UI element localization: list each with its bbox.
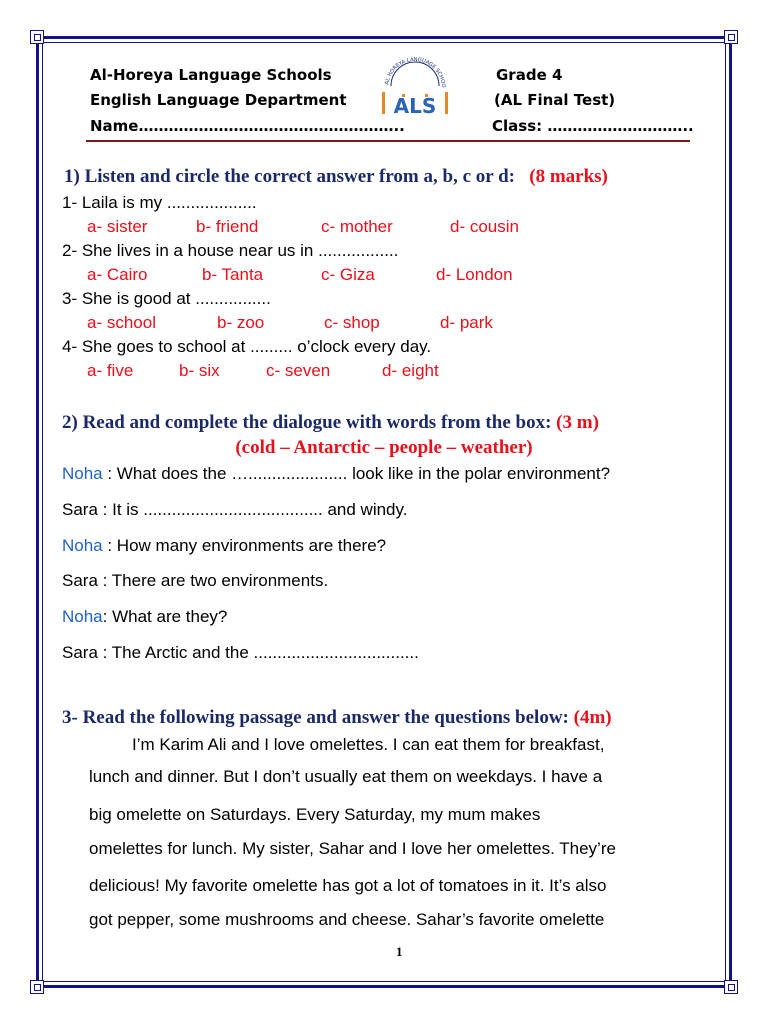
logo-arc-text: AL HOREYA LANGUAGE SCHOO bbox=[384, 56, 447, 88]
dialogue-text: : The Arctic and the ................................... bbox=[97, 643, 419, 662]
dialogue-text: : What are they? bbox=[102, 607, 228, 626]
corner-ornament bbox=[30, 980, 44, 994]
q1-item-1-option-b[interactable]: b- friend bbox=[196, 217, 259, 236]
school-logo bbox=[378, 54, 452, 118]
q1-item-3-option-b[interactable]: b- zoo bbox=[217, 313, 265, 332]
question-3-marks: (4m) bbox=[573, 707, 612, 728]
dialogue-text: : What does the …..................... look like in the polar environment? bbox=[102, 464, 611, 483]
test-label: (AL Final Test) bbox=[494, 91, 616, 109]
q1-item-2-option-d[interactable]: d- London bbox=[436, 265, 513, 284]
dialogue-line bbox=[62, 464, 610, 484]
dialogue-text: : There are two environments. bbox=[97, 571, 329, 590]
question-2-title bbox=[62, 412, 599, 434]
corner-ornament bbox=[724, 980, 738, 994]
speaker-label: Noha bbox=[62, 536, 103, 555]
corner-ornament bbox=[724, 30, 738, 44]
question-2-marks: (3 m) bbox=[556, 412, 599, 433]
speaker-label: Sara bbox=[62, 643, 98, 662]
logo-letters: ALS bbox=[393, 94, 437, 118]
dialogue-text: : How many environments are there? bbox=[102, 536, 387, 555]
department-name: English Language Department bbox=[90, 91, 347, 109]
speaker-label: Noha bbox=[62, 464, 103, 483]
q1-item-1-option-a[interactable]: a- sister bbox=[87, 217, 148, 236]
question-1-marks: (8 marks) bbox=[529, 166, 608, 187]
passage-line: I’m Karim Ali and I love omelettes. I can eat them for breakfast, bbox=[132, 735, 605, 754]
q1-item-4-option-a[interactable]: a- five bbox=[87, 361, 134, 380]
page-number: 1 bbox=[396, 944, 403, 959]
question-3-title bbox=[62, 707, 612, 729]
q1-item-3-stem: 3- She is good at ................ bbox=[62, 289, 271, 308]
speaker-label: Sara bbox=[62, 571, 98, 590]
q1-item-2-stem: 2- She lives in a house near us in ................. bbox=[62, 241, 399, 260]
q1-item-3-option-a[interactable]: a- school bbox=[87, 313, 156, 332]
student-name-field: Name…………………………………………….. bbox=[90, 117, 405, 135]
dialogue-line bbox=[62, 571, 328, 591]
q1-item-1-option-d[interactable]: d- cousin bbox=[450, 217, 519, 236]
svg-text:AL HOREYA LANGUAGE SCHOOLS bbox=[378, 54, 446, 88]
q1-item-4-option-d[interactable]: d- eight bbox=[382, 361, 439, 380]
q1-item-3-option-d[interactable]: d- park bbox=[440, 313, 493, 332]
passage-line: omelettes for lunch. My sister, Sahar and I love her omelettes. They’re bbox=[89, 839, 616, 858]
question-2-text: 2) Read and complete the dialogue with words from the box: bbox=[62, 412, 552, 433]
dialogue-text: : It is ...................................... and windy. bbox=[97, 500, 408, 519]
speaker-label: Sara bbox=[62, 500, 98, 519]
dialogue-line bbox=[62, 536, 386, 556]
q1-item-2-option-b[interactable]: b- Tanta bbox=[202, 265, 264, 284]
passage-line: delicious! My favorite omelette has got a lot of tomatoes in it. It’s also bbox=[89, 876, 607, 895]
school-name: Al-Horeya Language Schools bbox=[90, 66, 332, 84]
question-3-text: 3- Read the following passage and answer the questions below: bbox=[62, 707, 569, 728]
class-field: Class: ……………………….. bbox=[492, 117, 694, 135]
grade-label: Grade 4 bbox=[496, 66, 563, 84]
question-1-title bbox=[64, 166, 608, 188]
speaker-label: Noha bbox=[62, 607, 103, 626]
corner-ornament bbox=[30, 30, 44, 44]
dialogue-line bbox=[62, 643, 419, 663]
q1-item-4-option-b[interactable]: b- six bbox=[179, 361, 220, 380]
q1-item-4-option-c[interactable]: c- seven bbox=[266, 361, 331, 380]
q1-item-4-stem: 4- She goes to school at ......... o’clock every day. bbox=[62, 337, 432, 356]
question-1-text: 1) Listen and circle the correct answer from a, b, c or d: bbox=[64, 166, 515, 187]
passage-line: lunch and dinner. But I don’t usually eat them on weekdays. I have a bbox=[89, 767, 603, 786]
word-box: (cold – Antarctic – people – weather) bbox=[235, 437, 533, 458]
q1-item-2-option-c[interactable]: c- Giza bbox=[321, 265, 375, 284]
q1-item-1-stem: 1- Laila is my ................... bbox=[62, 193, 257, 212]
q1-item-3-option-c[interactable]: c- shop bbox=[324, 313, 380, 332]
header-divider bbox=[86, 140, 690, 142]
passage-line: big omelette on Saturdays. Every Saturday, my mum makes bbox=[89, 805, 541, 824]
q1-item-2-option-a[interactable]: a- Cairo bbox=[87, 265, 148, 284]
passage-line: got pepper, some mushrooms and cheese. Sahar’s favorite omelette bbox=[89, 910, 605, 929]
dialogue-line bbox=[62, 500, 407, 520]
q1-item-1-option-c[interactable]: c- mother bbox=[321, 217, 393, 236]
dialogue-line bbox=[62, 607, 227, 627]
